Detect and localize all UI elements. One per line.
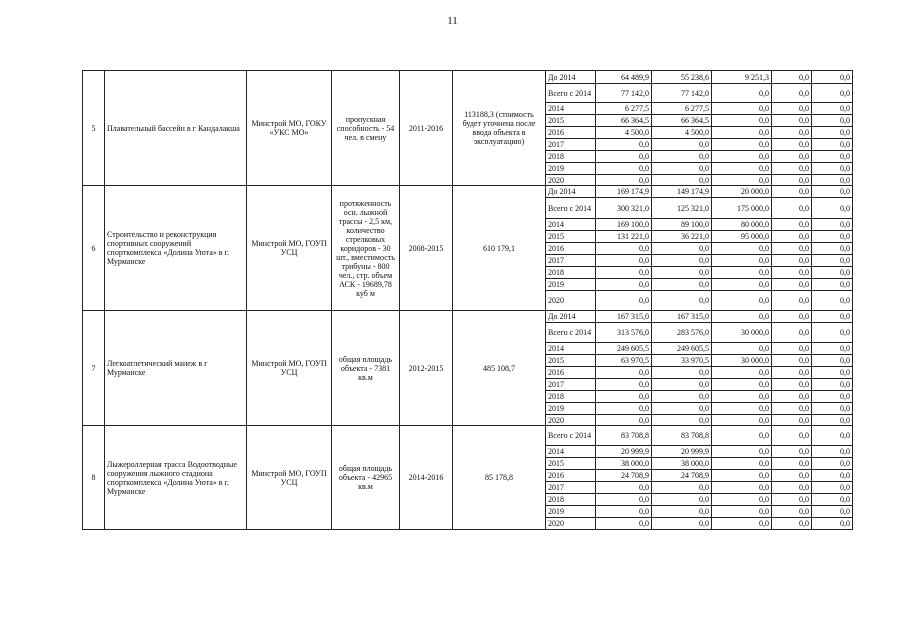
year-label: 2019	[546, 403, 596, 415]
federal-budget-value: 0,0	[712, 139, 772, 151]
year-label: 2017	[546, 379, 596, 391]
other-sources-value: 0,0	[812, 506, 853, 518]
local-budget-value: 0,0	[772, 198, 812, 219]
estimated-cost: 610 179,1	[453, 186, 546, 311]
federal-budget-value: 0,0	[712, 163, 772, 175]
regional-budget-value: 20 999,9	[652, 446, 712, 458]
row-number: 5	[83, 71, 105, 186]
year-label: 2016	[546, 470, 596, 482]
other-sources-value: 0,0	[812, 458, 853, 470]
federal-budget-value: 0,0	[712, 175, 772, 186]
federal-budget-value: 0,0	[712, 127, 772, 139]
regional-budget-value: 6 277,5	[652, 103, 712, 115]
local-budget-value: 0,0	[772, 367, 812, 379]
federal-budget-value: 0,0	[712, 255, 772, 267]
other-sources-value: 0,0	[812, 127, 853, 139]
local-budget-value: 0,0	[772, 482, 812, 494]
other-sources-value: 0,0	[812, 103, 853, 115]
total-value: 83 708,8	[596, 426, 652, 446]
estimated-cost: 113188,3 (стоимость будет уточнена после ввода объекта в эксплуатацию)	[453, 71, 546, 186]
local-budget-value: 0,0	[772, 267, 812, 279]
other-sources-value: 0,0	[812, 343, 853, 355]
other-sources-value: 0,0	[812, 219, 853, 231]
federal-budget-value: 0,0	[712, 151, 772, 163]
executor: Минстрой МО, ГОУП УСЦ	[247, 186, 332, 311]
total-value: 63 970,5	[596, 355, 652, 367]
year-label: 2015	[546, 355, 596, 367]
total-value: 0,0	[596, 267, 652, 279]
regional-budget-value: 0,0	[652, 367, 712, 379]
federal-budget-value: 0,0	[712, 506, 772, 518]
period: 2008-2015	[400, 186, 453, 311]
other-sources-value: 0,0	[812, 151, 853, 163]
total-value: 0,0	[596, 403, 652, 415]
total-value: 169 100,0	[596, 219, 652, 231]
other-sources-value: 0,0	[812, 115, 853, 127]
row-number: 8	[83, 426, 105, 530]
estimated-cost: 85 178,8	[453, 426, 546, 530]
local-budget-value: 0,0	[772, 355, 812, 367]
federal-budget-value: 175 000,0	[712, 198, 772, 219]
total-value: 4 500,0	[596, 127, 652, 139]
federal-budget-value: 0,0	[712, 267, 772, 279]
regional-budget-value: 24 708,9	[652, 470, 712, 482]
executor: Минстрой МО, ГОУП УСЦ	[247, 311, 332, 426]
year-label: Всего с 2014	[546, 198, 596, 219]
other-sources-value: 0,0	[812, 426, 853, 446]
local-budget-value: 0,0	[772, 323, 812, 343]
year-label: 2019	[546, 506, 596, 518]
federal-budget-value: 0,0	[712, 115, 772, 127]
total-value: 0,0	[596, 391, 652, 403]
regional-budget-value: 167 315,0	[652, 311, 712, 323]
total-value: 0,0	[596, 279, 652, 291]
total-value: 6 277,5	[596, 103, 652, 115]
total-value: 249 605,5	[596, 343, 652, 355]
other-sources-value: 0,0	[812, 291, 853, 311]
total-value: 0,0	[596, 415, 652, 426]
regional-budget-value: 33 970,5	[652, 355, 712, 367]
executor: Минстрой МО, ГОКУ «УКС МО»	[247, 71, 332, 186]
other-sources-value: 0,0	[812, 84, 853, 103]
federal-budget-value: 20 000,0	[712, 186, 772, 198]
year-label: 2018	[546, 494, 596, 506]
regional-budget-value: 0,0	[652, 506, 712, 518]
regional-budget-value: 283 576,0	[652, 323, 712, 343]
row-number: 7	[83, 311, 105, 426]
local-budget-value: 0,0	[772, 127, 812, 139]
federal-budget-value: 0,0	[712, 426, 772, 446]
local-budget-value: 0,0	[772, 103, 812, 115]
total-value: 66 364,5	[596, 115, 652, 127]
local-budget-value: 0,0	[772, 446, 812, 458]
other-sources-value: 0,0	[812, 267, 853, 279]
local-budget-value: 0,0	[772, 494, 812, 506]
regional-budget-value: 0,0	[652, 267, 712, 279]
year-label: 2014	[546, 103, 596, 115]
regional-budget-value: 36 221,0	[652, 231, 712, 243]
regional-budget-value: 0,0	[652, 175, 712, 186]
object-name: Лыжероллерная трасса Водоотводные сооружения лыжного стадиона спорткомплекса «Долина Уюта» в г. Мурманске	[105, 426, 247, 530]
year-label: 2014	[546, 343, 596, 355]
local-budget-value: 0,0	[772, 175, 812, 186]
regional-budget-value: 55 238,6	[652, 71, 712, 84]
regional-budget-value: 149 174,9	[652, 186, 712, 198]
total-value: 131 221,0	[596, 231, 652, 243]
table-row	[83, 71, 853, 84]
regional-budget-value: 77 142,0	[652, 84, 712, 103]
year-label: 2020	[546, 518, 596, 530]
year-label: 2019	[546, 279, 596, 291]
local-budget-value: 0,0	[772, 279, 812, 291]
total-value: 0,0	[596, 482, 652, 494]
federal-budget-value: 80 000,0	[712, 219, 772, 231]
other-sources-value: 0,0	[812, 494, 853, 506]
local-budget-value: 0,0	[772, 151, 812, 163]
year-label: Всего с 2014	[546, 323, 596, 343]
regional-budget-value: 249 605,5	[652, 343, 712, 355]
year-label: 2019	[546, 163, 596, 175]
local-budget-value: 0,0	[772, 115, 812, 127]
year-label: До 2014	[546, 186, 596, 198]
total-value: 0,0	[596, 379, 652, 391]
other-sources-value: 0,0	[812, 175, 853, 186]
total-value: 0,0	[596, 518, 652, 530]
other-sources-value: 0,0	[812, 367, 853, 379]
executor: Минстрой МО, ГОУП УСЦ	[247, 426, 332, 530]
other-sources-value: 0,0	[812, 391, 853, 403]
federal-budget-value: 0,0	[712, 518, 772, 530]
year-label: 2020	[546, 175, 596, 186]
year-label: 2017	[546, 482, 596, 494]
year-label: 2020	[546, 415, 596, 426]
other-sources-value: 0,0	[812, 415, 853, 426]
regional-budget-value: 0,0	[652, 291, 712, 311]
local-budget-value: 0,0	[772, 470, 812, 482]
year-label: Всего с 2014	[546, 84, 596, 103]
year-label: 2016	[546, 127, 596, 139]
object-name: Легкоатлетический манеж в г Мурманске	[105, 311, 247, 426]
total-value: 20 999,9	[596, 446, 652, 458]
other-sources-value: 0,0	[812, 403, 853, 415]
other-sources-value: 0,0	[812, 355, 853, 367]
total-value: 0,0	[596, 151, 652, 163]
local-budget-value: 0,0	[772, 506, 812, 518]
local-budget-value: 0,0	[772, 458, 812, 470]
year-label: Всего с 2014	[546, 426, 596, 446]
other-sources-value: 0,0	[812, 231, 853, 243]
other-sources-value: 0,0	[812, 255, 853, 267]
federal-budget-value: 0,0	[712, 415, 772, 426]
period: 2011-2016	[400, 71, 453, 186]
total-value: 0,0	[596, 255, 652, 267]
federal-budget-value: 0,0	[712, 403, 772, 415]
year-label: 2014	[546, 446, 596, 458]
total-value: 167 315,0	[596, 311, 652, 323]
year-label: 2016	[546, 243, 596, 255]
local-budget-value: 0,0	[772, 415, 812, 426]
object-name: Строительство и реконструкция спортивных сооружений спорткомплекса «Долина Уюта» в г. Мурманске	[105, 186, 247, 311]
federal-budget-value: 0,0	[712, 458, 772, 470]
year-label: До 2014	[546, 71, 596, 84]
federal-budget-value: 0,0	[712, 103, 772, 115]
year-label: 2015	[546, 458, 596, 470]
other-sources-value: 0,0	[812, 243, 853, 255]
federal-budget-value: 0,0	[712, 470, 772, 482]
year-label: 2015	[546, 231, 596, 243]
other-sources-value: 0,0	[812, 446, 853, 458]
local-budget-value: 0,0	[772, 186, 812, 198]
regional-budget-value: 0,0	[652, 255, 712, 267]
regional-budget-value: 0,0	[652, 482, 712, 494]
regional-budget-value: 0,0	[652, 494, 712, 506]
page-number: 11	[447, 15, 458, 27]
regional-budget-value: 125 321,0	[652, 198, 712, 219]
object-name: Плавательный бассейн в г Кандалакша	[105, 71, 247, 186]
total-value: 0,0	[596, 494, 652, 506]
total-value: 0,0	[596, 506, 652, 518]
year-label: 2017	[546, 255, 596, 267]
regional-budget-value: 0,0	[652, 151, 712, 163]
federal-budget-value: 0,0	[712, 343, 772, 355]
local-budget-value: 0,0	[772, 426, 812, 446]
federal-budget-value: 0,0	[712, 367, 772, 379]
other-sources-value: 0,0	[812, 279, 853, 291]
total-value: 24 708,9	[596, 470, 652, 482]
capacity: общая площадь объекта - 42965 кв.м	[332, 426, 400, 530]
year-label: 2020	[546, 291, 596, 311]
local-budget-value: 0,0	[772, 391, 812, 403]
other-sources-value: 0,0	[812, 323, 853, 343]
year-label: 2018	[546, 391, 596, 403]
other-sources-value: 0,0	[812, 139, 853, 151]
regional-budget-value: 0,0	[652, 379, 712, 391]
federal-budget-value: 95 000,0	[712, 231, 772, 243]
table-row	[83, 186, 853, 198]
estimated-cost: 485 108,7	[453, 311, 546, 426]
local-budget-value: 0,0	[772, 518, 812, 530]
local-budget-value: 0,0	[772, 379, 812, 391]
capacity: протяженность осн. лыжной трассы - 2,5 км, количество стрелковых коридоров - 30 шт., вместимость трибуны - 800 чел., стр. объем АСК - 19689,78 куб м	[332, 186, 400, 311]
federal-budget-value: 0,0	[712, 311, 772, 323]
regional-budget-value: 0,0	[652, 403, 712, 415]
other-sources-value: 0,0	[812, 198, 853, 219]
local-budget-value: 0,0	[772, 219, 812, 231]
year-label: 2018	[546, 151, 596, 163]
total-value: 0,0	[596, 139, 652, 151]
period: 2012-2015	[400, 311, 453, 426]
year-label: 2014	[546, 219, 596, 231]
local-budget-value: 0,0	[772, 255, 812, 267]
total-value: 64 489,9	[596, 71, 652, 84]
federal-budget-value: 0,0	[712, 279, 772, 291]
federal-budget-value: 0,0	[712, 84, 772, 103]
other-sources-value: 0,0	[812, 470, 853, 482]
local-budget-value: 0,0	[772, 231, 812, 243]
regional-budget-value: 0,0	[652, 243, 712, 255]
regional-budget-value: 0,0	[652, 163, 712, 175]
other-sources-value: 0,0	[812, 518, 853, 530]
federal-budget-value: 30 000,0	[712, 355, 772, 367]
row-number: 6	[83, 186, 105, 311]
year-label: 2016	[546, 367, 596, 379]
federal-budget-value: 30 000,0	[712, 323, 772, 343]
total-value: 300 321,0	[596, 198, 652, 219]
local-budget-value: 0,0	[772, 139, 812, 151]
federal-budget-value: 0,0	[712, 482, 772, 494]
total-value: 0,0	[596, 367, 652, 379]
capacity: общая площадь объекта - 7381 кв.м	[332, 311, 400, 426]
table-row	[83, 311, 853, 323]
local-budget-value: 0,0	[772, 163, 812, 175]
regional-budget-value: 0,0	[652, 391, 712, 403]
local-budget-value: 0,0	[772, 403, 812, 415]
federal-budget-value: 0,0	[712, 446, 772, 458]
other-sources-value: 0,0	[812, 71, 853, 84]
regional-budget-value: 89 100,0	[652, 219, 712, 231]
regional-budget-value: 0,0	[652, 279, 712, 291]
local-budget-value: 0,0	[772, 84, 812, 103]
investment-table	[82, 70, 853, 530]
year-label: 2018	[546, 267, 596, 279]
regional-budget-value: 38 000,0	[652, 458, 712, 470]
federal-budget-value: 0,0	[712, 494, 772, 506]
total-value: 0,0	[596, 175, 652, 186]
total-value: 313 576,0	[596, 323, 652, 343]
local-budget-value: 0,0	[772, 343, 812, 355]
federal-budget-value: 0,0	[712, 379, 772, 391]
capacity: пропускная способность - 54 чел. в смену	[332, 71, 400, 186]
other-sources-value: 0,0	[812, 311, 853, 323]
regional-budget-value: 0,0	[652, 139, 712, 151]
year-label: До 2014	[546, 311, 596, 323]
federal-budget-value: 0,0	[712, 391, 772, 403]
local-budget-value: 0,0	[772, 291, 812, 311]
federal-budget-value: 9 251,3	[712, 71, 772, 84]
regional-budget-value: 4 500,0	[652, 127, 712, 139]
regional-budget-value: 0,0	[652, 415, 712, 426]
regional-budget-value: 83 708,8	[652, 426, 712, 446]
total-value: 38 000,0	[596, 458, 652, 470]
other-sources-value: 0,0	[812, 186, 853, 198]
federal-budget-value: 0,0	[712, 243, 772, 255]
federal-budget-value: 0,0	[712, 291, 772, 311]
other-sources-value: 0,0	[812, 163, 853, 175]
total-value: 169 174,9	[596, 186, 652, 198]
total-value: 0,0	[596, 243, 652, 255]
local-budget-value: 0,0	[772, 243, 812, 255]
year-label: 2017	[546, 139, 596, 151]
total-value: 0,0	[596, 291, 652, 311]
regional-budget-value: 0,0	[652, 518, 712, 530]
other-sources-value: 0,0	[812, 379, 853, 391]
local-budget-value: 0,0	[772, 71, 812, 84]
table-row	[83, 426, 853, 446]
total-value: 77 142,0	[596, 84, 652, 103]
regional-budget-value: 66 364,5	[652, 115, 712, 127]
period: 2014-2016	[400, 426, 453, 530]
total-value: 0,0	[596, 163, 652, 175]
local-budget-value: 0,0	[772, 311, 812, 323]
other-sources-value: 0,0	[812, 482, 853, 494]
year-label: 2015	[546, 115, 596, 127]
